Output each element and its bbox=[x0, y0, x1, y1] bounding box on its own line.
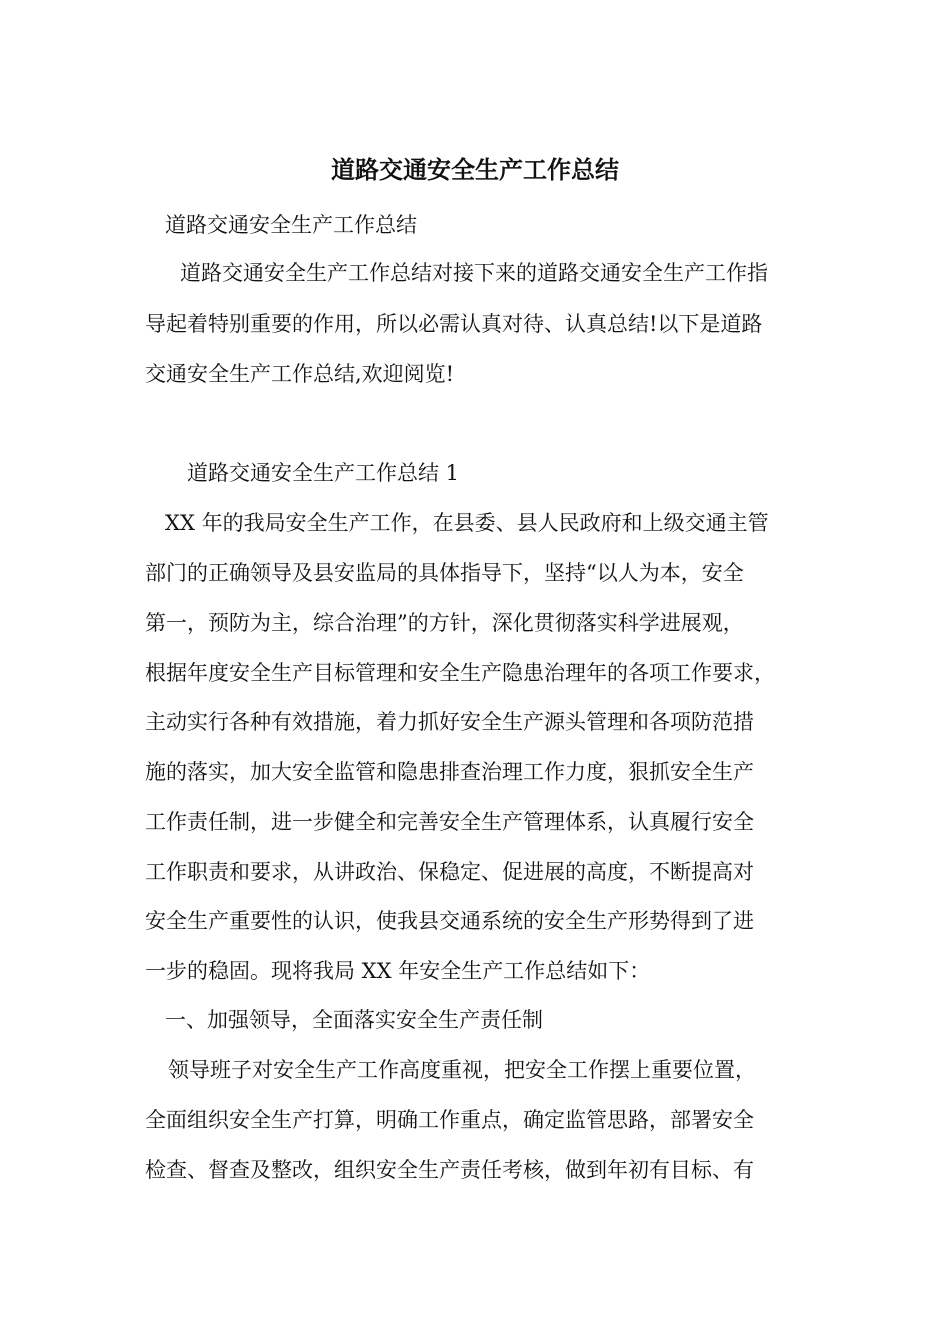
document-subtitle: 道路交通安全生产工作总结 bbox=[165, 213, 417, 237]
body-line: 第一，预防为主，综合治理”的方针，深化贯彻落实科学进展观， bbox=[145, 611, 744, 635]
section-heading: 道路交通安全生产工作总结 1 bbox=[187, 461, 460, 485]
body-line: 安全生产重要性的认识，使我县交通系统的安全生产形势得到了进 bbox=[145, 909, 754, 933]
body-line: 根据年度安全生产目标管理和安全生产隐患治理年的各项工作要求， bbox=[145, 661, 775, 685]
sub-body-line: 全面组织安全生产打算，明确工作重点，确定监管思路，部署安全 bbox=[145, 1108, 754, 1132]
sub-body-line: 检查、督查及整改，组织安全生产责任考核，做到年初有目标、有 bbox=[145, 1158, 754, 1182]
sub-heading: 一、加强领导，全面落实安全生产责任制 bbox=[165, 1008, 543, 1032]
body-line: 工作责任制，进一步健全和完善安全生产管理体系，认真履行安全 bbox=[145, 810, 754, 834]
intro-line: 交通安全生产工作总结,欢迎阅览! bbox=[145, 362, 455, 386]
intro-line: 道路交通安全生产工作总结对接下来的道路交通安全生产工作指 bbox=[180, 261, 768, 285]
intro-line: 导起着特别重要的作用，所以必需认真对待、认真总结!以下是道路 bbox=[145, 312, 763, 336]
body-line: XX 年的我局安全生产工作，在县委、县人民政府和上级交通主管 bbox=[165, 511, 769, 535]
body-line: 工作职责和要求，从讲政治、保稳定、促进展的高度，不断提高对 bbox=[145, 860, 754, 884]
body-line: 部门的正确领导及县安监局的具体指导下，坚持“以人为本，安全 bbox=[145, 561, 744, 585]
body-line: 一步的稳固。现将我局 XX 年安全生产工作总结如下： bbox=[145, 959, 651, 983]
document-title: 道路交通安全生产工作总结 bbox=[331, 155, 619, 184]
body-line: 主动实行各种有效措施，着力抓好安全生产源头管理和各项防范措 bbox=[145, 710, 754, 734]
body-line: 施的落实，加大安全监管和隐患排查治理工作力度，狠抓安全生产 bbox=[145, 760, 754, 784]
sub-body-line: 领导班子对安全生产工作高度重视，把安全工作摆上重要位置， bbox=[168, 1058, 756, 1082]
